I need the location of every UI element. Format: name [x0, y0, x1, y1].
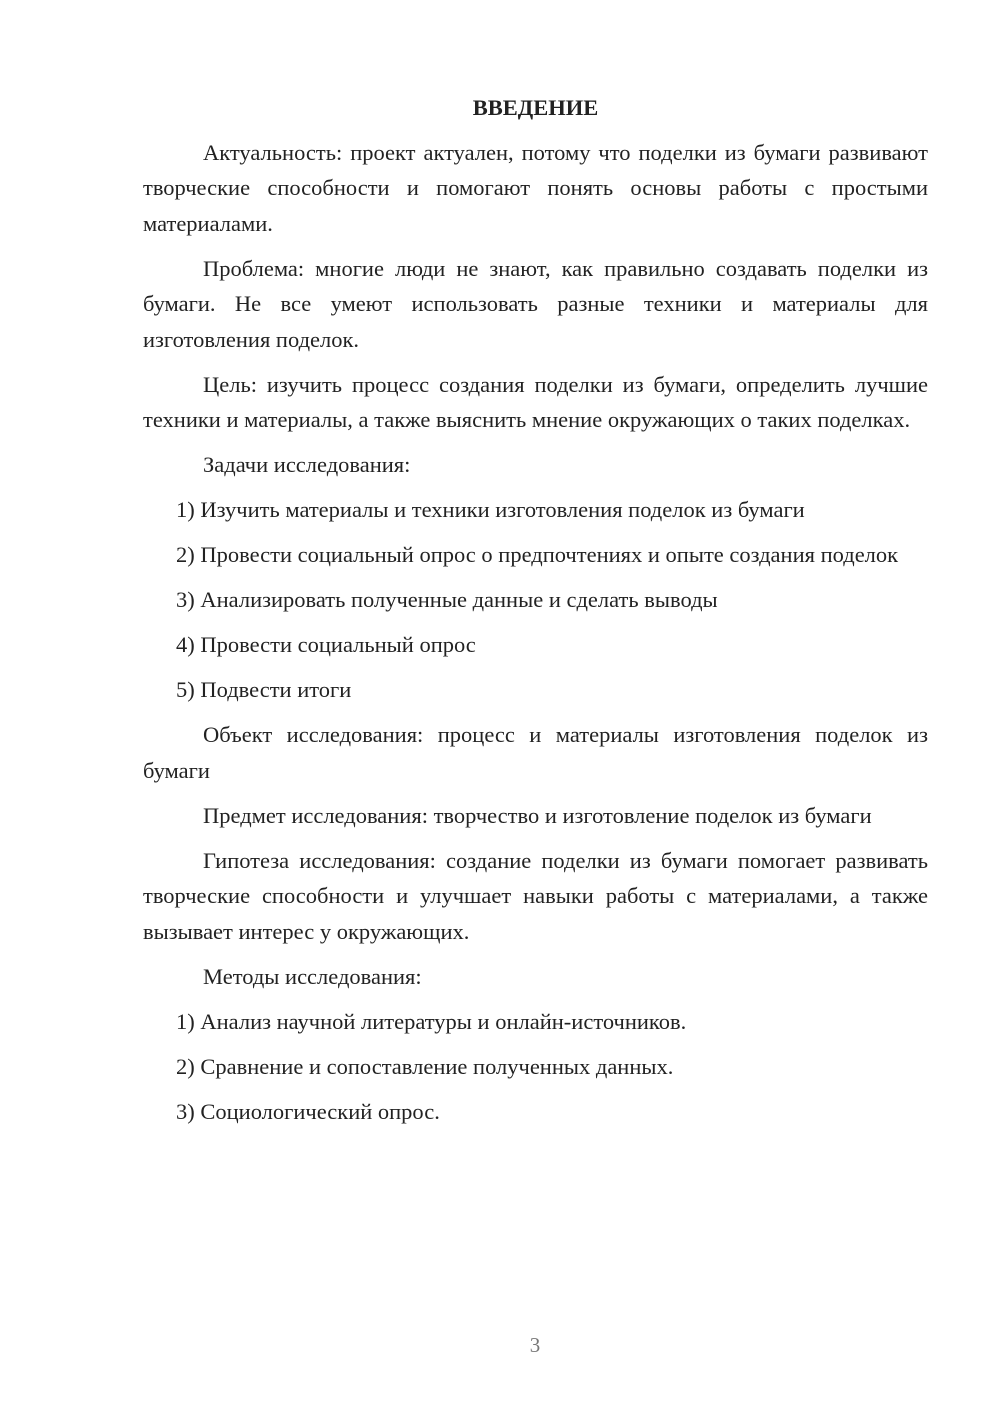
method-item-2: 2) Сравнение и сопоставление полученных данных. [176, 1053, 674, 1079]
task-item-2: 2) Провести социальный опрос о предпочтениях и опыте создания поделок [176, 542, 899, 567]
page-content [143, 90, 928, 1139]
relevance-paragraph: Актуальность: проект актуален, потому что поделки из бумаги развивают творческие способности и помогают понять основы работы с простыми материалами. [143, 139, 928, 236]
task-item-4: 4) Провести социальный опрос [176, 632, 476, 657]
hypothesis-paragraph: Гипотеза исследования: создание поделки из бумаги помогает развивать творческие способности и улучшает навыки работы с материалами, а также вызывает интерес у окружающих. [143, 847, 928, 944]
task-item-3: 3) Анализировать полученные данные и сделать выводы [176, 587, 718, 612]
object-paragraph: Объект исследования: процесс и материалы изготовления поделок из бумаги [143, 722, 928, 783]
method-item-3: 3) Социологический опрос. [176, 1098, 440, 1124]
section-title: ВВЕДЕНИЕ [472, 95, 599, 120]
tasks-heading: Задачи исследования: [203, 452, 411, 477]
goal-paragraph: Цель: изучить процесс создания поделки из бумаги, определить лучшие техники и материалы, а также выяснить мнение окружающих о таких поделках. [143, 371, 928, 432]
methods-heading: Методы исследования: [203, 963, 422, 989]
subject-paragraph: Предмет исследования: творчество и изготовление поделок из бумаги [203, 802, 872, 828]
method-item-1: 1) Анализ научной литературы и онлайн-источников. [176, 1008, 687, 1034]
problem-paragraph: Проблема: многие люди не знают, как правильно создавать поделки из бумаги. Не все умеют использовать разные техники и материалы для изготовления поделок. [143, 255, 928, 352]
task-item-1: 1) Изучить материалы и техники изготовления поделок из бумаги [176, 497, 805, 522]
task-item-5: 5) Подвести итоги [176, 677, 352, 702]
page-number: 3 [529, 1333, 541, 1357]
